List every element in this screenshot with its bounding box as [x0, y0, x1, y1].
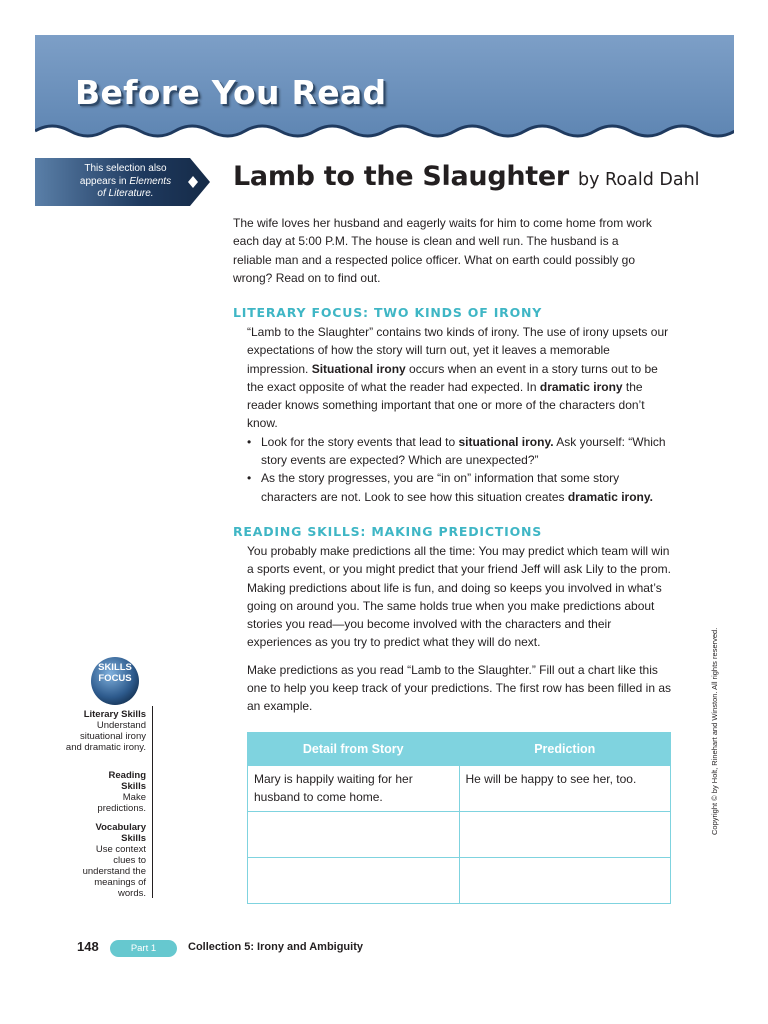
list-item [247, 469, 672, 506]
skills-focus-panel [62, 706, 153, 898]
table-row [248, 812, 671, 858]
literary-focus-body [247, 323, 672, 506]
header-banner [35, 35, 734, 145]
literary-skills-text: Understand situational irony and dramatic irony. [65, 720, 146, 753]
table-cell[interactable] [459, 812, 671, 858]
tab-line-1: This selection also [84, 163, 167, 174]
reading-skills-block [84, 770, 146, 814]
literary-focus-paragraph [247, 323, 672, 433]
vocabulary-skills-heading: Vocabulary Skills [95, 822, 146, 844]
list-item [247, 433, 672, 470]
copyright-notice: Copyright © by Holt, Rinehart and Winston. All rights reserved. [710, 627, 719, 835]
lf-text-a: “Lamb to the Slaughter” contains two kinds of irony. The use of irony upsets our expectations of how the story will turn out, yet it leaves a memorable impression. [247, 325, 669, 376]
tab-text [53, 163, 198, 201]
bullet-1-c: Ask yourself: “Which story events are expected? Which are unexpected?” [261, 434, 666, 468]
reading-skills-paragraph-1: You probably make predictions all the time: You may predict which team will win a sports event, or you might predict that your friend Jeff will ask Lily to the prom. Making predictions about life is fun, and doing so keeps you involved in what’s going on around you. The same holds true when you make predictions about stories you read—you become involved with the characters and their experiences as you try to predict what they will do next. [247, 544, 671, 650]
story-title-text: Lamb to the Slaughter [233, 161, 569, 192]
skills-focus-badge-text [90, 662, 140, 684]
reading-skills-text: Make predictions. [97, 792, 146, 814]
literary-focus-bullets [247, 433, 672, 506]
table-cell[interactable] [248, 858, 460, 904]
badge-line-2: FOCUS [98, 673, 132, 684]
literary-skills-heading: Literary Skills [83, 709, 146, 720]
banner-title: Before You Read [75, 73, 387, 112]
lf-term-situational: Situational irony [311, 361, 406, 376]
bullet-1-a: Look for the story events that lead to [261, 434, 459, 449]
badge-line-1: SKILLS [98, 662, 132, 673]
collection-label: Collection 5: Irony and Ambiguity [188, 941, 363, 953]
bullet-2-a: As the story progresses, you are “in on” information that some story characters are not. Look to see how this situation creates [261, 471, 620, 504]
reading-skills-body [247, 542, 672, 716]
reading-skills-paragraph-2: Make predictions as you read “Lamb to the Slaughter.” Fill out a chart like this one to help you keep track of your predictions. The first row has been filled in as an example. [247, 662, 672, 714]
lf-term-dramatic: dramatic irony [539, 379, 623, 394]
tab-line-2-em: Elements [129, 175, 172, 187]
literary-skills-block [62, 709, 146, 753]
tab-line-3-em: of Literature. [97, 188, 154, 199]
reading-skills-heading: READING SKILLS: MAKING PREDICTIONS [233, 524, 543, 539]
intro-text: The wife loves her husband and eagerly waits for him to come home from work each day at 5:00 P.M. The house is clean and well run. The husband is a reliable man and a respected police officer. What on earth could possibly go wrong? Read on to find out. [233, 216, 652, 285]
table-cell[interactable] [248, 812, 460, 858]
intro-paragraph [233, 214, 653, 287]
lf-text-e: the reader knows something important that one or more of the characters don’t know. [247, 379, 645, 431]
bullet-1-b: situational irony. [458, 434, 554, 449]
lf-text-c: occurs when an event in a story turns out to be the exact opposite of what the reader had expected. In [247, 361, 658, 394]
table-cell[interactable] [459, 858, 671, 904]
literary-focus-heading: LITERARY FOCUS: TWO KINDS OF IRONY [233, 305, 543, 320]
part-badge: Part 1 [110, 940, 177, 957]
column-header-detail: Detail from Story [248, 733, 460, 766]
column-header-prediction: Prediction [459, 733, 671, 766]
vocabulary-skills-block [80, 822, 146, 899]
vocabulary-skills-text: Use context clues to understand the meanings of words. [82, 844, 146, 899]
elements-of-literature-tab [35, 158, 210, 206]
table-cell: He will be happy to see her, too. [459, 766, 671, 812]
prediction-chart [247, 732, 671, 904]
page-number: 148 [77, 939, 99, 954]
story-title [233, 161, 700, 192]
table-row [248, 858, 671, 904]
reading-skills-side-heading: Reading Skills [108, 770, 146, 792]
tab-line-2-prefix: appears in [79, 175, 130, 187]
bullet-2-b: dramatic irony. [567, 489, 653, 504]
story-byline: by Roald Dahl [578, 170, 700, 190]
table-cell: Mary is happily waiting for her husband to come home. [248, 766, 460, 812]
table-row [248, 766, 671, 812]
